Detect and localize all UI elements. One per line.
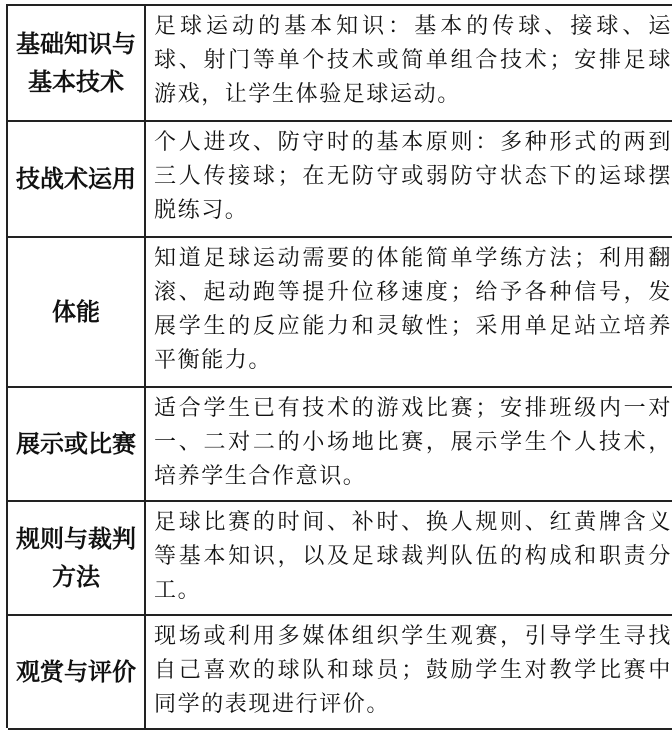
table-row bbox=[8, 122, 672, 238]
row-category: 基础知识与基本技术 bbox=[8, 6, 146, 120]
table-row bbox=[8, 616, 672, 730]
row-description: 适合学生已有技术的游戏比赛；安排班级内一对一、二对二的小场地比赛，展示学生个人技术，培养学生合作意识。 bbox=[154, 396, 672, 489]
row-description: 足球运动的基本知识：基本的传球、接球、运球、射门等单个技术或简单组合技术；安排足球游戏，让学生体验足球运动。 bbox=[154, 14, 672, 107]
row-description: 知道足球运动需要的体能简单学练方法；利用翻滚、起动跑等提升位移速度；给予各种信号，发展学生的反应能力和灵敏性；采用单足站立培养平衡能力。 bbox=[154, 246, 672, 373]
row-category: 观赏与评价 bbox=[8, 616, 146, 728]
table-row bbox=[8, 502, 672, 616]
table-row bbox=[8, 238, 672, 388]
row-category: 体能 bbox=[8, 238, 146, 386]
content-table bbox=[6, 4, 672, 728]
table-row bbox=[8, 388, 672, 502]
row-category: 规则与裁判方法 bbox=[8, 502, 146, 614]
row-description: 足球比赛的时间、补时、换人规则、红黄牌含义等基本知识，以及足球裁判队伍的构成和职责分工。 bbox=[154, 510, 672, 603]
row-description: 个人进攻、防守时的基本原则：多种形式的两到三人传接球；在无防守或弱防守状态下的运球摆脱练习。 bbox=[154, 130, 672, 223]
row-category: 技战术运用 bbox=[8, 122, 146, 236]
table-row bbox=[8, 6, 672, 122]
row-category: 展示或比赛 bbox=[8, 388, 146, 500]
row-description: 现场或利用多媒体组织学生观赛，引导学生寻找自己喜欢的球队和球员；鼓励学生对教学比赛中同学的表现进行评价。 bbox=[154, 624, 672, 717]
